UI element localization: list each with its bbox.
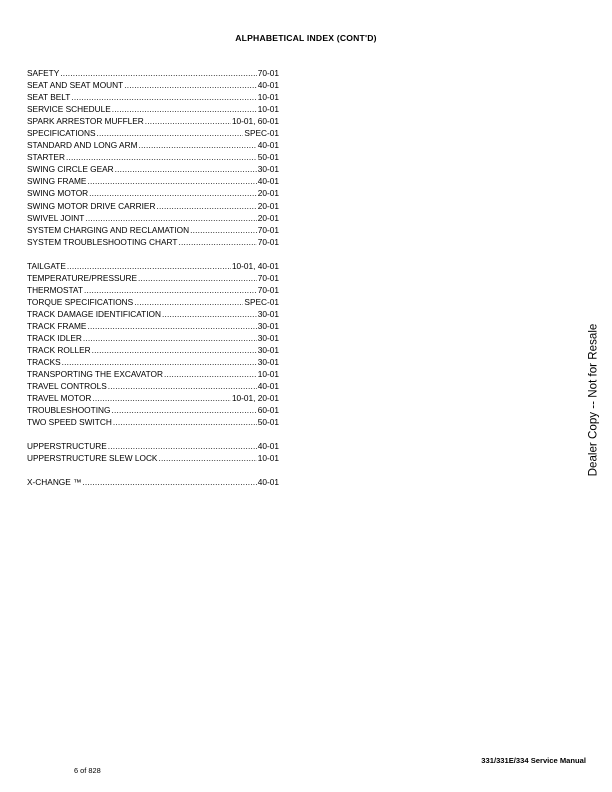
- dealer-copy-watermark: Dealer Copy -- Not for Resale: [586, 323, 600, 477]
- index-entry: [27, 320, 279, 332]
- index-entry: [27, 151, 279, 163]
- entry-pages: 20-01: [257, 212, 279, 223]
- entry-pages: 10-01: [257, 369, 279, 380]
- index-entry: [27, 200, 279, 212]
- entry-label: TRAVEL CONTROLS: [27, 381, 107, 392]
- entry-label: STANDARD AND LONG ARM: [27, 140, 138, 151]
- dot-leader: [67, 260, 231, 272]
- entry-pages: 10-01: [257, 104, 279, 115]
- index-entry: [27, 296, 279, 308]
- dot-leader: [92, 392, 231, 404]
- dot-leader: [108, 440, 257, 452]
- dot-leader: [92, 344, 257, 356]
- index-entry: [27, 67, 279, 79]
- index-entry: [27, 163, 279, 175]
- index-entry: [27, 212, 279, 224]
- entry-pages: 40-01: [257, 381, 279, 392]
- index-entry: [27, 187, 279, 199]
- entry-pages: 10-01: [257, 92, 279, 103]
- dot-leader: [113, 416, 257, 428]
- entry-label: TEMPERATURE/PRESSURE: [27, 272, 138, 283]
- index-entry: [27, 139, 279, 151]
- dot-leader: [60, 67, 256, 79]
- entry-label: SWING MOTOR: [27, 188, 89, 199]
- entry-label: TWO SPEED SWITCH: [27, 417, 112, 428]
- dot-leader: [111, 404, 256, 416]
- entry-pages: 10-01, 20-01: [231, 393, 279, 404]
- index-entry: [27, 476, 279, 488]
- dot-leader: [66, 151, 257, 163]
- entry-label: UPPERSTRUCTURE: [27, 441, 107, 452]
- index-entry: [27, 272, 279, 284]
- index-entry: [27, 452, 279, 464]
- alphabetical-index: [27, 67, 279, 501]
- dot-leader: [124, 79, 257, 91]
- dot-leader: [156, 200, 256, 212]
- index-entry: [27, 224, 279, 236]
- entry-label: TRACKS: [27, 357, 61, 368]
- index-group: [27, 260, 279, 429]
- index-entry: [27, 380, 279, 392]
- entry-pages: 10-01, 60-01: [231, 116, 279, 127]
- index-group: [27, 476, 279, 488]
- entry-pages: 40-01: [257, 176, 279, 187]
- index-entry: [27, 404, 279, 416]
- entry-label: TRANSPORTING THE EXCAVATOR: [27, 369, 163, 380]
- index-group: [27, 67, 279, 248]
- entry-label: SWIVEL JOINT: [27, 212, 85, 223]
- entry-pages: 20-01: [257, 188, 279, 199]
- entry-pages: SPEC-01: [244, 296, 279, 307]
- dot-leader: [164, 368, 257, 380]
- entry-label: TRACK IDLER: [27, 332, 82, 343]
- page-number: 6 of 828: [74, 766, 101, 775]
- entry-label: STARTER: [27, 152, 65, 163]
- entry-label: TRAVEL MOTOR: [27, 393, 92, 404]
- entry-pages: 30-01: [257, 320, 279, 331]
- entry-pages: 50-01: [257, 417, 279, 428]
- entry-label: X-CHANGE ™: [27, 477, 82, 488]
- entry-label: TROUBLESHOOTING: [27, 405, 111, 416]
- index-entry: [27, 308, 279, 320]
- index-entry: [27, 416, 279, 428]
- entry-pages: 50-01: [257, 152, 279, 163]
- entry-pages: 30-01: [257, 357, 279, 368]
- entry-label: SYSTEM CHARGING AND RECLAMATION: [27, 224, 190, 235]
- dot-leader: [87, 320, 256, 332]
- entry-label: SYSTEM TROUBLESHOOTING CHART: [27, 236, 178, 247]
- index-entry: [27, 115, 279, 127]
- entry-label: SEAT AND SEAT MOUNT: [27, 80, 124, 91]
- entry-pages: 10-01, 40-01: [231, 260, 279, 271]
- index-entry: [27, 91, 279, 103]
- entry-label: SPECIFICATIONS: [27, 128, 96, 139]
- index-entry: [27, 344, 279, 356]
- index-entry: [27, 79, 279, 91]
- dot-leader: [71, 91, 256, 103]
- entry-pages: SPEC-01: [244, 128, 279, 139]
- entry-pages: 70-01: [257, 68, 279, 78]
- index-entry: [27, 368, 279, 380]
- entry-label: SAFETY: [27, 68, 60, 78]
- entry-pages: 40-01: [257, 477, 279, 488]
- entry-label: TRACK FRAME: [27, 320, 87, 331]
- index-entry: [27, 175, 279, 187]
- dot-leader: [138, 272, 257, 284]
- entry-label: SWING MOTOR DRIVE CARRIER: [27, 200, 156, 211]
- entry-pages: 70-01: [257, 284, 279, 295]
- entry-pages: 60-01: [257, 405, 279, 416]
- dot-leader: [87, 175, 256, 187]
- dot-leader: [190, 224, 257, 236]
- dot-leader: [62, 356, 257, 368]
- entry-pages: 30-01: [257, 345, 279, 356]
- entry-label: TORQUE SPECIFICATIONS: [27, 296, 134, 307]
- entry-pages: 30-01: [257, 332, 279, 343]
- index-entry: [27, 236, 279, 248]
- entry-pages: 70-01: [257, 224, 279, 235]
- entry-pages: 40-01: [257, 80, 279, 91]
- entry-label: SWING FRAME: [27, 176, 87, 187]
- dot-leader: [134, 296, 243, 308]
- dot-leader: [82, 476, 256, 488]
- dot-leader: [83, 332, 257, 344]
- entry-label: SPARK ARRESTOR MUFFLER: [27, 116, 144, 127]
- page-title: ALPHABETICAL INDEX (CONT'D): [235, 33, 377, 43]
- dot-leader: [108, 380, 257, 392]
- entry-label: SERVICE SCHEDULE: [27, 104, 111, 115]
- entry-label: SEAT BELT: [27, 92, 71, 103]
- entry-pages: 30-01: [257, 164, 279, 175]
- index-group: [27, 440, 279, 464]
- dot-leader: [89, 187, 257, 199]
- index-entry: [27, 392, 279, 404]
- dot-leader: [145, 115, 231, 127]
- entry-label: TAILGATE: [27, 260, 66, 271]
- dot-leader: [139, 139, 257, 151]
- dot-leader: [162, 308, 257, 320]
- entry-pages: 10-01: [257, 453, 279, 464]
- index-entry: [27, 260, 279, 272]
- index-entry: [27, 103, 279, 115]
- dot-leader: [112, 103, 257, 115]
- entry-label: UPPERSTRUCTURE SLEW LOCK: [27, 453, 158, 464]
- dot-leader: [97, 127, 244, 139]
- entry-label: THERMOSTAT: [27, 284, 83, 295]
- manual-title: 331/331E/334 Service Manual: [481, 756, 586, 765]
- dot-leader: [84, 284, 257, 296]
- entry-pages: 70-01: [257, 272, 279, 283]
- index-entry: [27, 332, 279, 344]
- entry-pages: 20-01: [257, 200, 279, 211]
- dot-leader: [158, 452, 256, 464]
- dot-leader: [85, 212, 256, 224]
- index-entry: [27, 127, 279, 139]
- entry-pages: 30-01: [257, 308, 279, 319]
- index-entry: [27, 440, 279, 452]
- entry-label: TRACK ROLLER: [27, 345, 91, 356]
- entry-pages: 70-01: [257, 236, 279, 247]
- index-entry: [27, 284, 279, 296]
- dot-leader: [115, 163, 257, 175]
- dot-leader: [178, 236, 256, 248]
- index-entry: [27, 356, 279, 368]
- entry-pages: 40-01: [257, 441, 279, 452]
- entry-label: TRACK DAMAGE IDENTIFICATION: [27, 308, 161, 319]
- entry-pages: 40-01: [257, 140, 279, 151]
- entry-label: SWING CIRCLE GEAR: [27, 164, 114, 175]
